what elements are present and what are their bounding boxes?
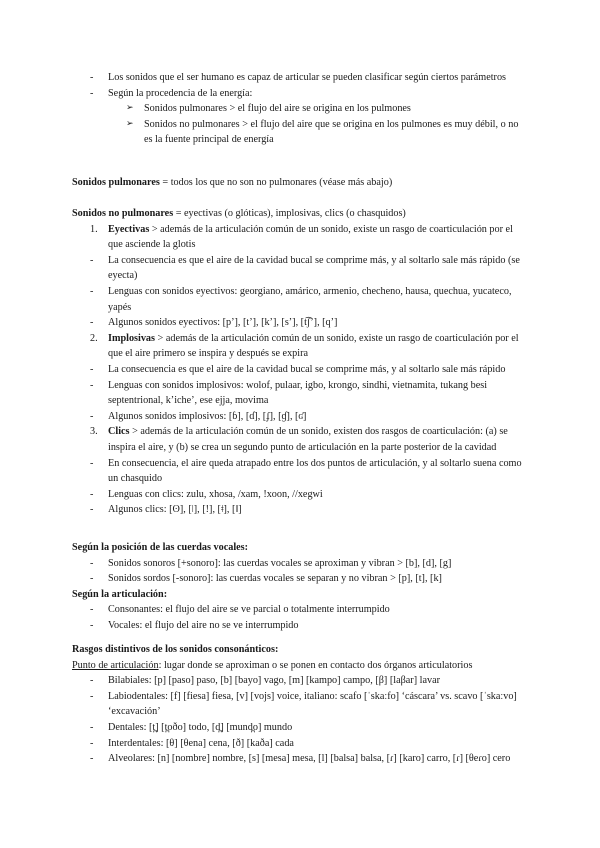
section-heading: Según la posición de las cuerdas vocales: <box>72 542 249 553</box>
definition-line: Sonidos pulmonares = todos los que no son no pulmonares (véase más abajo) <box>72 177 393 188</box>
numbered-item-implosivas: 2. Implosivas > además de la articulación común de un sonido, existe un rasgo de coarticulación por el que el aire primero se inspira y después se expira <box>90 332 519 360</box>
section-heading: Según la articulación: <box>72 588 168 600</box>
list-item: - Algunos clics: [ʘ], [ǀ], [ǃ], [ǂ], [ǁ] <box>72 502 528 518</box>
term: Sonidos pulmonares <box>72 177 160 188</box>
sub-list-item: ➢ Sonidos pulmonares > el flujo del aire se origina en los pulmones <box>72 101 528 117</box>
list-item: - La consecuencia es que el aire de la cavidad bucal se comprime más, y al soltarlo sale más rápido <box>72 362 528 378</box>
sub-list-item: ➢ Sonidos no pulmonares > el flujo del aire que se origina en los pulmones es muy débil, o no es la fuente principal de energía <box>72 117 528 148</box>
list-item: - Según la procedencia de la energía: <box>72 86 528 102</box>
list-item: - Los sonidos que el ser humano es capaz de articular se pueden clasificar según ciertos parámetros <box>72 70 528 86</box>
list-item: - Algunos sonidos eyectivos: [p’], [t’], [k’], [s’], [t͡ʃ’], [q’] <box>72 315 528 331</box>
rasgos-section <box>72 642 528 767</box>
list-item: - Sonidos sordos [-sonoro]: las cuerdas vocales se separan y no vibran > [p], [t], [k] <box>72 571 528 587</box>
pulmonares-section <box>72 175 528 191</box>
list-item: - Sonidos sonoros [+sonoro]: las cuerdas vocales se aproximan y vibran > [b], [d], [g] <box>72 556 528 572</box>
list-item: - Dentales: [t̪] [t̪oðo] todo, [d̪] [mund̪o] mundo <box>72 720 528 736</box>
definition-line: Punto de articulación: lugar donde se aproximan o se ponen en contacto dos órganos articulatorios <box>72 659 473 671</box>
list-item: - En consecuencia, el aire queda atrapado entre los dos puntos de articulación, y al soltarlo suena como un chasquido <box>72 456 528 487</box>
list-item: - Vocales: el flujo del aire no se ve interrumpido <box>72 618 528 634</box>
list-item: - Algunos sonidos implosivos: [ɓ], [ɗ], [ʄ], [ɠ], [ʛ] <box>72 409 528 425</box>
definition-line: Sonidos no pulmonares = eyectivas (o glóticas), implosivas, clics (o chasquidos) <box>72 208 406 219</box>
term: Sonidos no pulmonares <box>72 208 174 219</box>
intro-section <box>72 70 528 148</box>
list-item: - Alveolares: [n] [nombre] nombre, [s] [mesa] mesa, [l] [balsa] balsa, [ɾ] [karo] carro, [ɾ] [θeɾo] cero <box>72 751 528 767</box>
no-pulmonares-section <box>72 206 528 518</box>
list-item: - Consonantes: el flujo del aire se ve parcial o totalmente interrumpido <box>72 602 528 618</box>
list-item: - Interdentales: [θ] [θena] cena, [ð] [kaða] cada <box>72 736 528 752</box>
list-item: - Lenguas con sonidos eyectivos: georgiano, amárico, armenio, checheno, hausa, quechua, yucateco, yapés <box>72 284 528 315</box>
list-item: - Lenguas con sonidos implosivos: wolof, pulaar, igbo, krongo, sindhi, vietnamita, tukang besi septentrional, k’iche’, ese ejja, movima <box>72 378 528 409</box>
cuerdas-section <box>72 540 528 634</box>
section-heading: Rasgos distintivos de los sonidos consonánticos: <box>72 644 279 655</box>
list-item: - Labiodentales: [f] [fiesa] fiesa, [v] [vojs] voice, italiano: scafo [ˈskaːfo] ‘cáscara’ vs. scavo [ˈskaːvo] ‘excavación’ <box>72 689 528 720</box>
list-item: - Lenguas con clics: zulu, xhosa, /xam, !xoon, //xegwi <box>72 487 528 503</box>
list-item: - Bilabiales: [p] [paso] paso, [b] [bayo] vago, [m] [kampo] campo, [β] [laβar] lavar <box>72 673 528 689</box>
numbered-item-eyectivas: 1. Eyectivas > además de la articulación común de un sonido, existe un rasgo de coarticulación por el que asciende la glotis <box>90 223 513 251</box>
list-item: - La consecuencia es que el aire de la cavidad bucal se comprime más, y al soltarlo sale más rápido (se eyecta) <box>72 253 528 284</box>
numbered-item-clics: 3. Clics > además de la articulación común de un sonido, existen dos rasgos de coarticulación: (a) se inspira el aire, y (b) se crea un segundo punto de articulación en la parte posterior de la cavidad <box>90 426 508 453</box>
